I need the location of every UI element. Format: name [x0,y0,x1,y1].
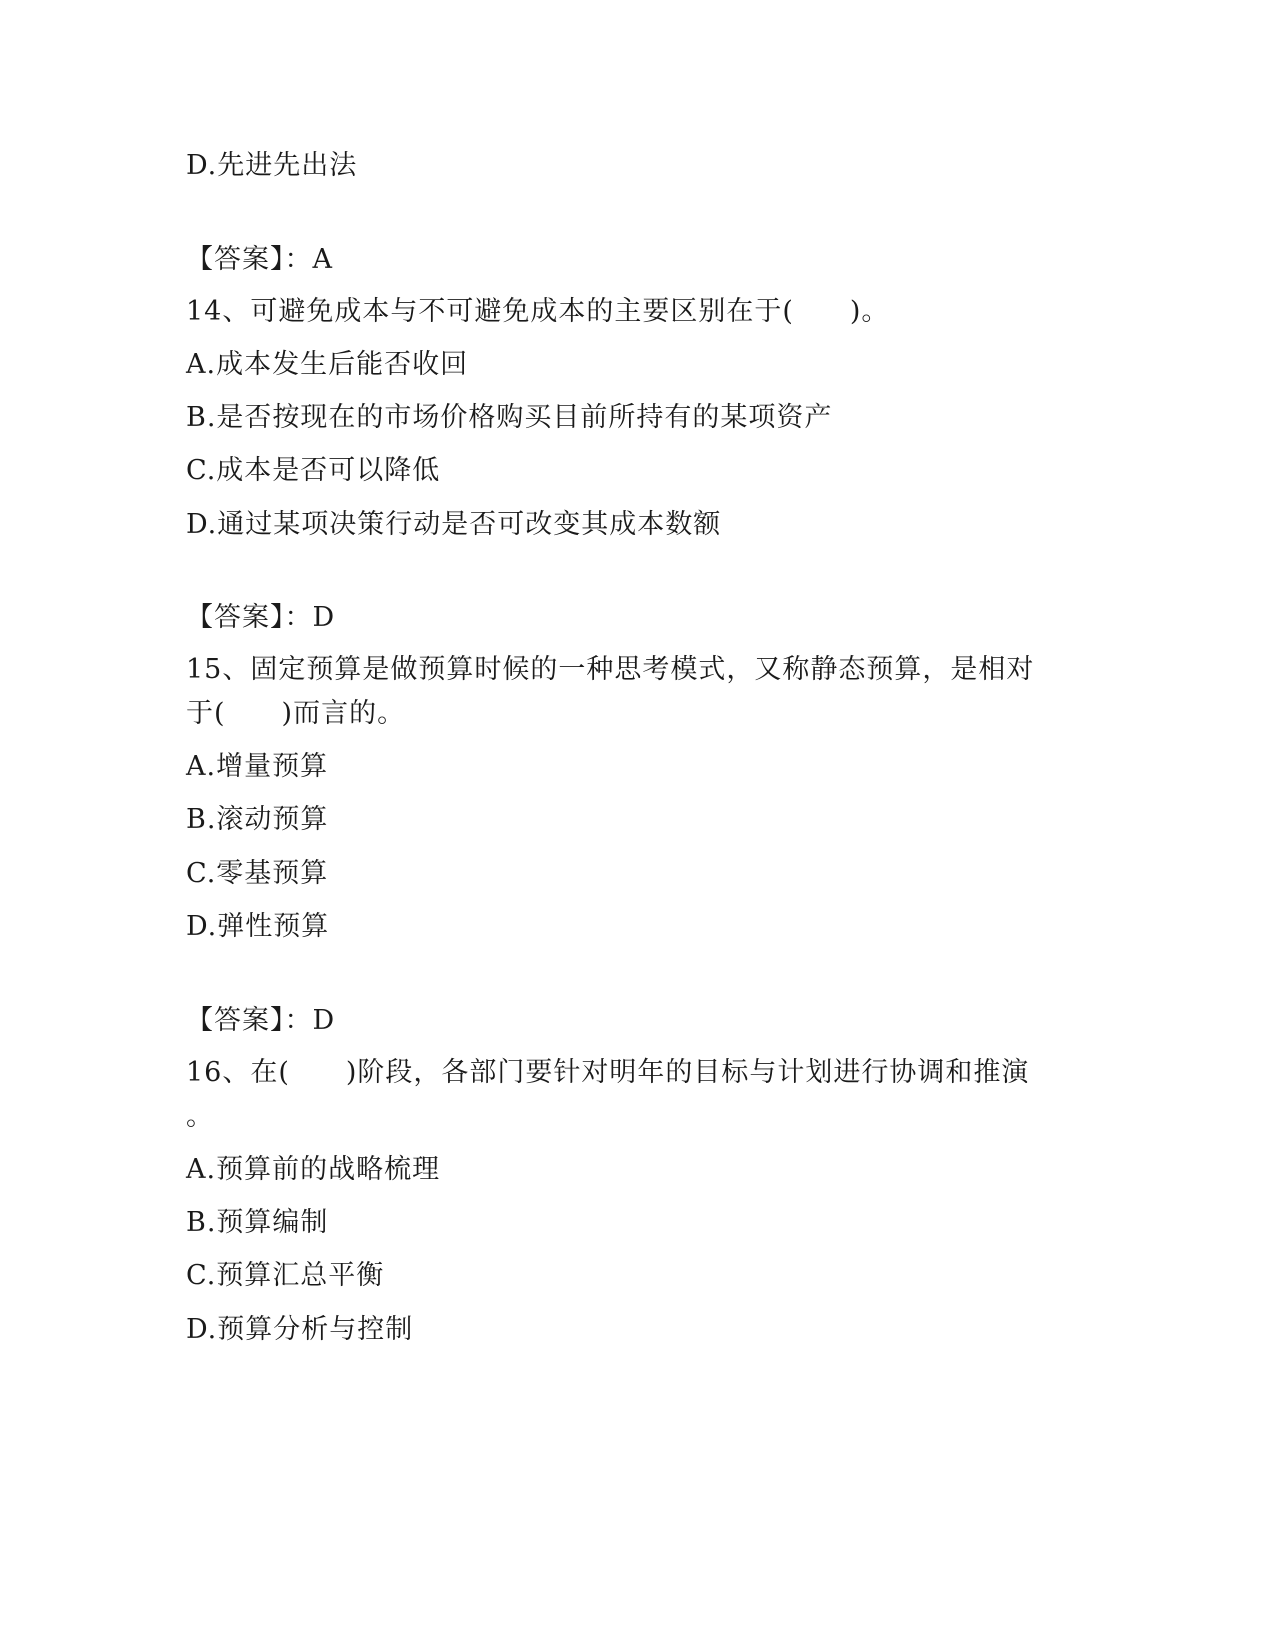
q16-stem-line2: 。 [186,1101,214,1132]
q16-option-b: B.预算编制 [186,1207,329,1238]
q13-answer: 【答案】：A [186,244,333,275]
q15-option-c: C.零基预算 [186,858,329,889]
q16-stem-line1: 16、在( )阶段，各部门要针对明年的目标与计划进行协调和推演 [186,1057,1030,1088]
q14-option-a: A.成本发生后能否收回 [186,349,469,380]
q14-option-c: C.成本是否可以降低 [186,455,441,486]
q14-stem: 14、可避免成本与不可避免成本的主要区别在于( )。 [186,296,890,327]
q16-option-c: C.预算汇总平衡 [186,1260,385,1291]
q14-answer: 【答案】：D [186,602,336,633]
q15-option-a: A.增量预算 [186,751,329,782]
q15-answer: 【答案】：D [186,1005,336,1036]
q15-option-d: D.弹性预算 [186,911,330,942]
q14-option-b: B.是否按现在的市场价格购买目前所持有的某项资产 [186,402,833,433]
q16-option-a: A.预算前的战略梳理 [186,1154,441,1185]
q16-option-d: D.预算分析与控制 [186,1314,414,1345]
q13-option-d: D.先进先出法 [186,150,358,181]
q14-option-d: D.通过某项决策行动是否可改变其成本数额 [186,509,722,540]
q15-option-b: B.滚动预算 [186,804,329,835]
q15-stem-line1: 15、固定预算是做预算时候的一种思考模式，又称静态预算，是相对 [186,654,1035,685]
q15-stem-line2: 于( )而言的。 [186,698,406,729]
